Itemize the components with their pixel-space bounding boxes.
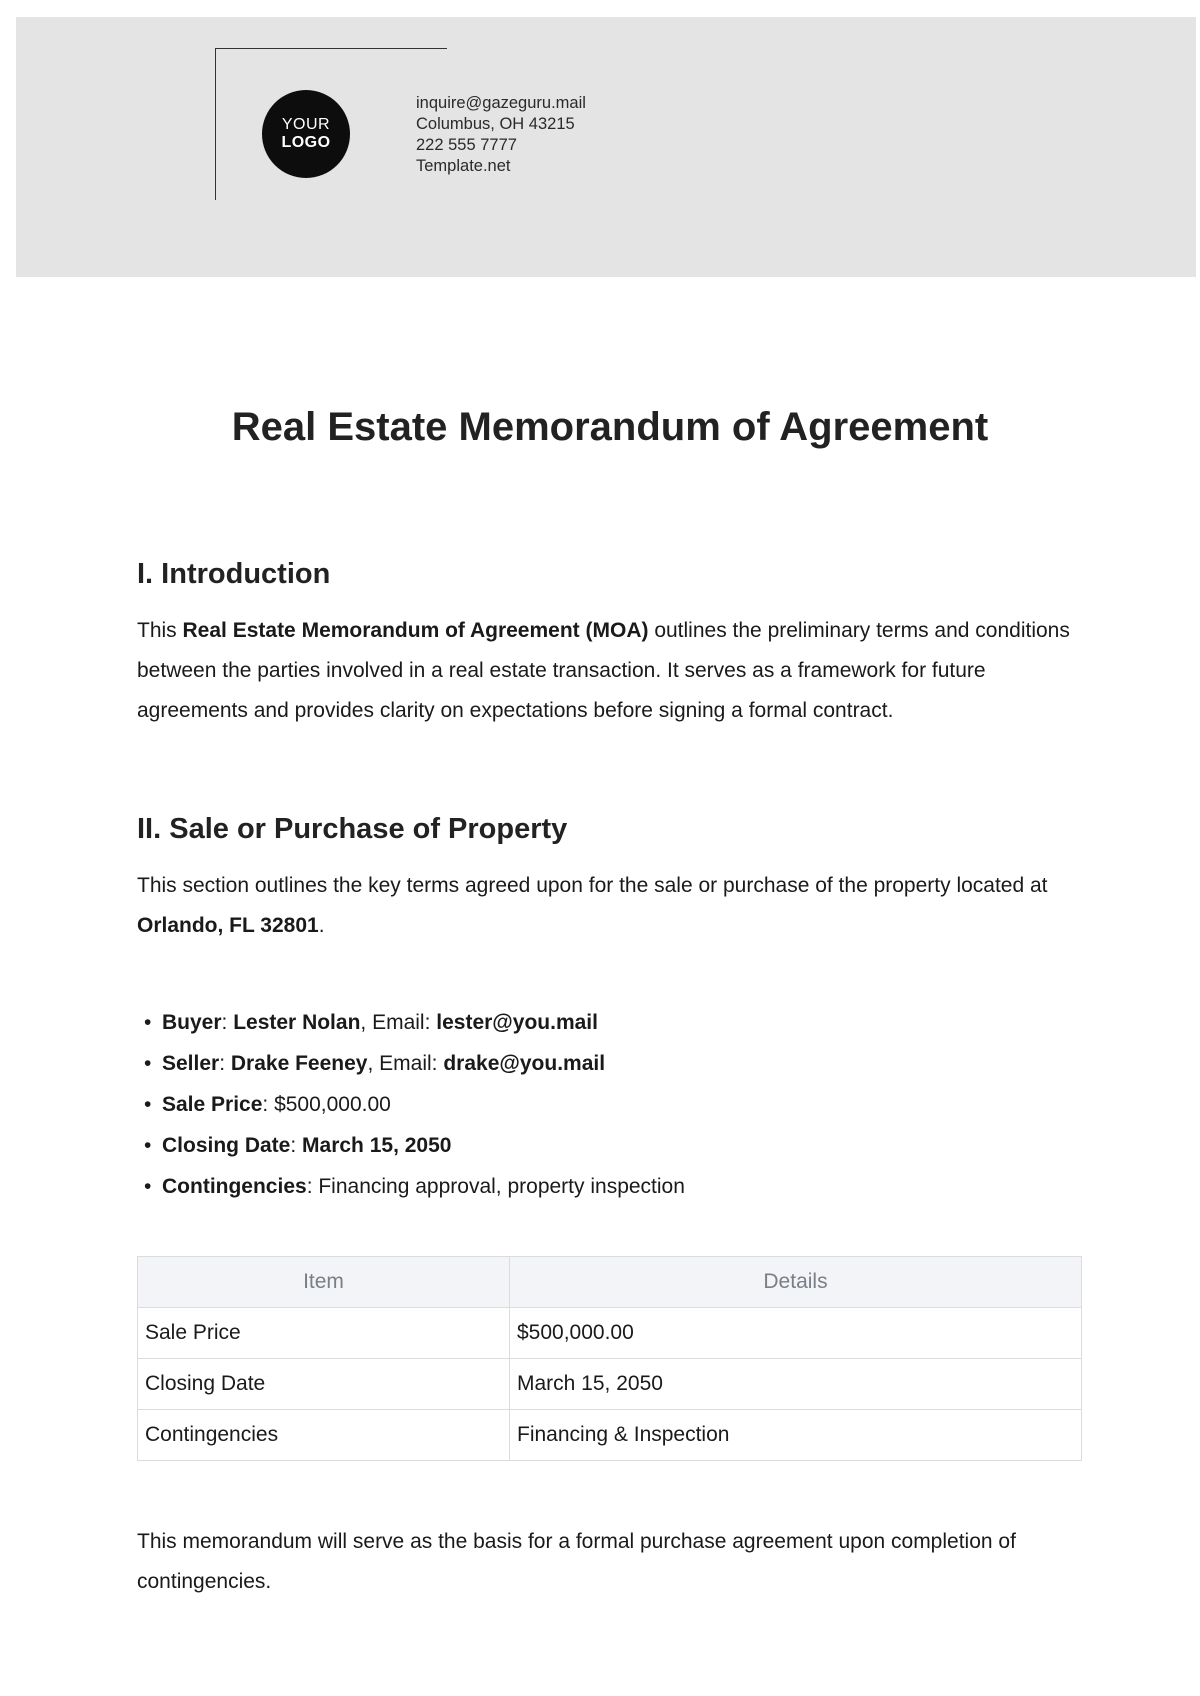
intro-paragraph bbox=[137, 611, 1081, 731]
bullet-dot: • bbox=[144, 1093, 152, 1116]
intro-text-end: outlines the preliminary terms and conditions between the parties involved in a real estate transaction. It serves as a framework for future agreements and provides clarity on expectations before signing a formal contract. bbox=[137, 619, 1070, 722]
contingencies-label: Contingencies bbox=[162, 1175, 307, 1198]
bullet-dot: • bbox=[144, 1134, 152, 1157]
contact-website: Template.net bbox=[416, 157, 511, 175]
sale-paragraph bbox=[137, 866, 1081, 946]
table-row bbox=[138, 1359, 1082, 1410]
intro-body bbox=[137, 611, 1081, 731]
closing-date-value: March 15, 2050 bbox=[302, 1134, 452, 1157]
logo-text-line1: YOUR bbox=[281, 116, 331, 133]
list-item-contingencies bbox=[144, 1166, 685, 1207]
sale-text-end: . bbox=[318, 914, 325, 937]
seller-name: Drake Feeney bbox=[230, 1052, 368, 1075]
table-cell-details: March 15, 2050 bbox=[510, 1359, 1082, 1410]
bullet-dot: • bbox=[144, 1052, 152, 1075]
logo-text-line2: LOGO bbox=[281, 134, 331, 151]
closing-paragraph: This memorandum will serve as the basis for a formal purchase agreement upon completion of contingencies. bbox=[137, 1530, 1016, 1593]
company-logo bbox=[262, 90, 350, 178]
contact-phone: 222 555 7777 bbox=[416, 136, 517, 154]
separator: : bbox=[221, 1011, 234, 1034]
letterhead-frame-top bbox=[215, 48, 447, 49]
table-cell-item: Contingencies bbox=[138, 1410, 510, 1461]
email-label: , Email: bbox=[360, 1011, 437, 1034]
table-cell-details: $500,000.00 bbox=[510, 1308, 1082, 1359]
table-cell-details: Financing & Inspection bbox=[510, 1410, 1082, 1461]
seller-email: drake@you.mail bbox=[443, 1052, 606, 1075]
sale-body bbox=[137, 866, 1081, 946]
bullet-dot: • bbox=[144, 1011, 152, 1034]
sale-text-start: This section outlines the key terms agreed upon for the sale or purchase of the property located at bbox=[137, 874, 1048, 897]
letterhead-frame-left bbox=[215, 48, 216, 200]
list-item-sale-price bbox=[144, 1084, 685, 1125]
sale-price-label: Sale Price bbox=[162, 1093, 263, 1116]
terms-list bbox=[144, 1002, 685, 1207]
terms-table bbox=[137, 1256, 1082, 1461]
list-item-closing-date bbox=[144, 1125, 685, 1166]
sale-heading: II. Sale or Purchase of Property bbox=[137, 813, 568, 845]
contact-block bbox=[416, 93, 586, 177]
intro-heading: I. Introduction bbox=[137, 558, 331, 590]
email-label: , Email: bbox=[367, 1052, 444, 1075]
intro-text-start: This bbox=[137, 619, 183, 642]
table-header-row bbox=[138, 1257, 1082, 1308]
sale-price-value: $500,000.00 bbox=[274, 1093, 391, 1116]
list-item-buyer bbox=[144, 1002, 685, 1043]
table-header-details: Details bbox=[510, 1257, 1082, 1308]
intro-section bbox=[137, 558, 1081, 591]
contingencies-value: Financing approval, property inspection bbox=[318, 1175, 685, 1198]
closing-section bbox=[137, 1522, 1081, 1602]
letterhead bbox=[16, 17, 1196, 277]
contact-email: inquire@gazeguru.mail bbox=[416, 94, 586, 112]
separator: : bbox=[219, 1052, 231, 1075]
separator: : bbox=[290, 1134, 303, 1157]
table-row bbox=[138, 1410, 1082, 1461]
buyer-email: lester@you.mail bbox=[436, 1011, 598, 1034]
buyer-name: Lester Nolan bbox=[233, 1011, 361, 1034]
document-title: Real Estate Memorandum of Agreement bbox=[231, 405, 989, 449]
table-cell-item: Sale Price bbox=[138, 1308, 510, 1359]
bullet-dot: • bbox=[144, 1175, 152, 1198]
table-cell-item: Closing Date bbox=[138, 1359, 510, 1410]
table-header-item: Item bbox=[138, 1257, 510, 1308]
sale-section bbox=[137, 813, 1081, 846]
table-row bbox=[138, 1308, 1082, 1359]
intro-text-bold: Real Estate Memorandum of Agreement (MOA) bbox=[182, 619, 649, 642]
separator: : bbox=[262, 1093, 275, 1116]
sale-location: Orlando, FL 32801 bbox=[137, 914, 319, 937]
closing-date-label: Closing Date bbox=[162, 1134, 291, 1157]
list-item-seller bbox=[144, 1043, 685, 1084]
separator: : bbox=[306, 1175, 319, 1198]
buyer-label: Buyer bbox=[162, 1011, 222, 1034]
seller-label: Seller bbox=[162, 1052, 220, 1075]
contact-address: Columbus, OH 43215 bbox=[416, 115, 575, 133]
